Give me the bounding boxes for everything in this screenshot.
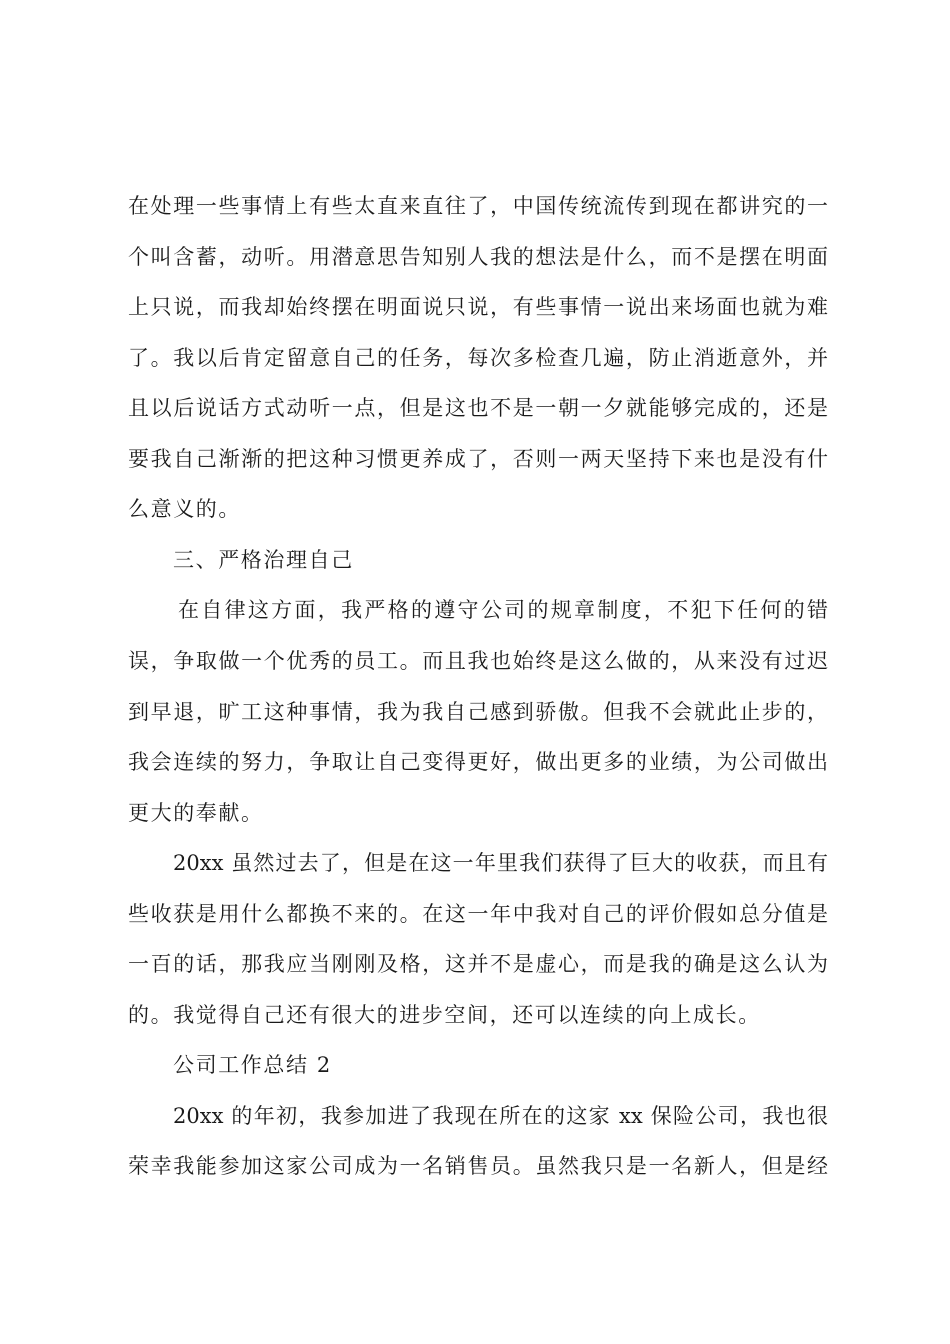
body-text-line: 20xx 虽然过去了，但是在这一年里我们获得了巨大的收获，而且有 <box>173 851 828 875</box>
body-text-line: 到早退，旷工这种事情，我为我自己感到骄傲。但我不会就此止步的， <box>128 700 828 724</box>
body-text-line: 一百的话，那我应当刚刚及格，这并不是虚心，而是我的确是这么认为 <box>128 952 828 976</box>
body-text-line: 上只说，而我却始终摆在明面说只说，有些事情一说出来场面也就为难 <box>128 295 828 319</box>
body-text-line: 荣幸我能参加这家公司成为一名销售员。虽然我只是一名新人，但是经 <box>128 1154 828 1178</box>
body-text-line: 的。我觉得自己还有很大的进步空间，还可以连续的向上成长。 <box>128 1003 761 1027</box>
body-text-line: 20xx 的年初，我参加进了我现在所在的这家 xx 保险公司，我也很 <box>173 1104 828 1128</box>
body-text-line: 在自律这方面，我严格的遵守公司的规章制度，不犯下任何的错 <box>178 598 828 622</box>
body-text-line: 误，争取做一个优秀的员工。而且我也始终是这么做的，从来没有过迟 <box>128 649 828 673</box>
body-text-line: 些收获是用什么都换不来的。在这一年中我对自己的评价假如总分值是 <box>128 902 828 926</box>
body-text-line: 了。我以后肯定留意自己的任务，每次多检查几遍，防止消逝意外，并 <box>128 346 828 370</box>
body-text-line: 个叫含蓄，动听。用潜意思告知别人我的想法是什么，而不是摆在明面 <box>128 245 828 269</box>
body-text-line: 么意义的。 <box>128 497 241 521</box>
section-heading: 公司工作总结 2 <box>173 1053 332 1077</box>
body-text-line: 在处理一些事情上有些太直来直往了，中国传统流传到现在都讲究的一 <box>128 194 828 218</box>
body-text-line: 要我自己渐渐的把这种习惯更养成了，否则一两天坚持下来也是没有什 <box>128 447 828 471</box>
body-text-line: 且以后说话方式动听一点，但是这也不是一朝一夕就能够完成的，还是 <box>128 396 828 420</box>
section-heading: 三、严格治理自己 <box>173 548 354 572</box>
body-text-line: 更大的奉献。 <box>128 801 264 825</box>
body-text-line: 我会连续的努力，争取让自己变得更好，做出更多的业绩，为公司做出 <box>128 750 828 774</box>
